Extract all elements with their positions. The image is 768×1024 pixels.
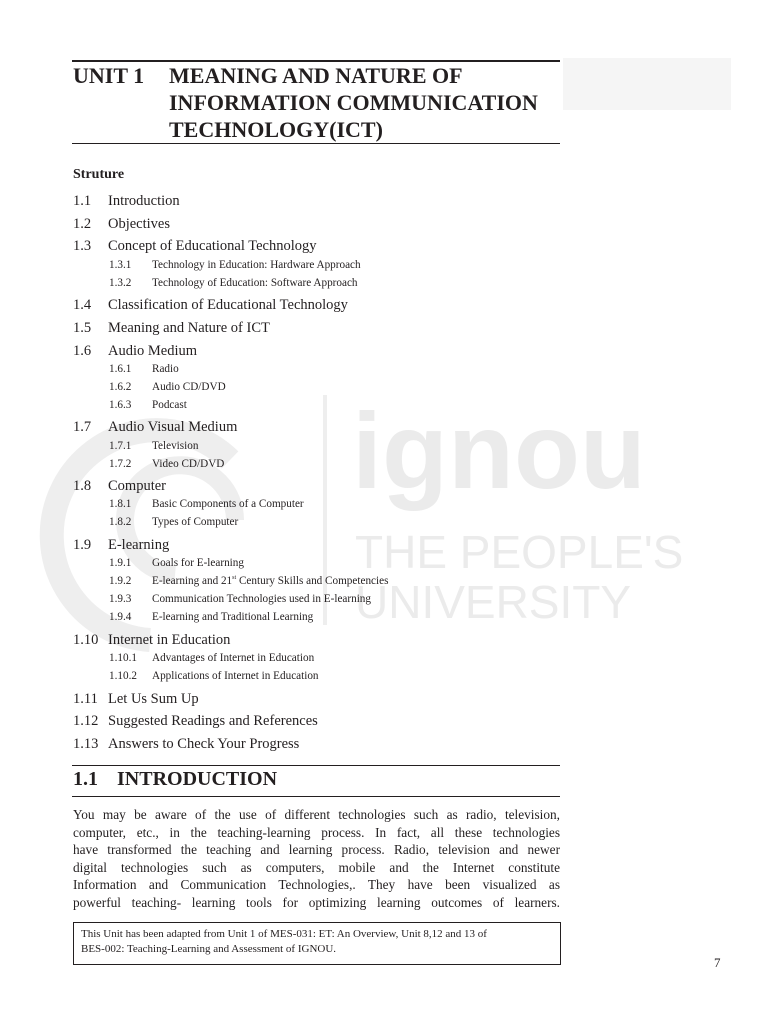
unit-title-line: TECHNOLOGY(ICT): [169, 117, 383, 142]
note-line: This Unit has been adapted from Unit 1 of MES-031: ET: An Overview, Unit 8,12 and 13 of: [81, 928, 487, 940]
watermark-line2: UNIVERSITY: [355, 576, 632, 628]
watermark-word: ignou: [352, 390, 646, 511]
toc-subitem: 1.3.2 Technology of Education: Software Approach: [109, 277, 358, 289]
toc-subitem: 1.6.2 Audio CD/DVD: [109, 381, 226, 393]
unit-title-line: MEANING AND NATURE OF: [169, 63, 463, 88]
toc-item: 1.4 Classification of Educational Technology: [73, 297, 348, 313]
toc-subitem: 1.3.1 Technology in Education: Hardware Approach: [109, 259, 361, 271]
structure-heading: Struture: [73, 167, 125, 182]
title-bottom-rule: [72, 143, 560, 144]
corner-shade: [563, 58, 731, 110]
toc-item: 1.11 Let Us Sum Up: [73, 691, 199, 707]
toc-subitem: 1.10.1 Advantages of Internet in Education: [109, 652, 315, 664]
watermark-line1: THE PEOPLE'S: [355, 526, 684, 578]
unit-label: UNIT 1: [73, 63, 145, 88]
paragraph-line: have transformed the teaching and learning process. Radio, television and newer: [73, 842, 560, 858]
page-number: 7: [714, 955, 721, 970]
toc-item: 1.3 Concept of Educational Technology: [73, 238, 317, 254]
toc-subitem: 1.9.1 Goals for E-learning: [109, 557, 244, 569]
paragraph-line: Information and Communication Technologies,. They have been visualized as: [73, 877, 560, 893]
toc-subitem: 1.9.2 E-learning and 21st Century Skills and Competencies: [109, 575, 389, 587]
toc-item: 1.2 Objectives: [73, 216, 171, 232]
toc-item: 1.7 Audio Visual Medium: [73, 419, 238, 435]
toc-subitem: 1.6.3 Podcast: [109, 399, 187, 411]
unit-title-line: INFORMATION COMMUNICATION: [169, 90, 538, 115]
toc-item: 1.10 Internet in Education: [73, 632, 231, 648]
toc-subitem: 1.7.2 Video CD/DVD: [109, 458, 225, 470]
paragraph-line: computer, etc., in the teaching-learning process. In fact, all these technologies: [73, 824, 560, 840]
toc-subitem: 1.9.3 Communication Technologies used in E-learning: [109, 593, 371, 605]
toc-subitem: 1.8.2 Types of Computer: [109, 516, 239, 528]
paragraph-line: digital technologies such as computers, mobile and the Internet constitute: [73, 859, 560, 875]
introduction-paragraph: [73, 806, 560, 912]
toc-item: 1.5 Meaning and Nature of ICT: [73, 320, 270, 336]
toc-item: 1.13 Answers to Check Your Progress: [73, 736, 300, 752]
toc-item: 1.8 Computer: [73, 478, 166, 494]
section-heading: 1.1 INTRODUCTION: [73, 768, 278, 790]
toc-subitem: 1.6.1 Radio: [109, 363, 179, 375]
toc-item: 1.9 E-learning: [73, 537, 170, 553]
unit-title: [169, 62, 569, 143]
section-top-rule: [72, 765, 560, 766]
section-bottom-rule: [72, 796, 560, 797]
toc-item: 1.12 Suggested Readings and References: [73, 713, 318, 729]
toc-item: 1.6 Audio Medium: [73, 343, 198, 359]
paragraph-line: powerful teaching- learning tools for optimizing learning outcomes of learners.: [73, 894, 560, 910]
adaptation-note: [73, 922, 561, 965]
toc-item: 1.1 Introduction: [73, 193, 180, 209]
toc-subitem: 1.8.1 Basic Components of a Computer: [109, 498, 304, 510]
note-line: BES-002: Teaching-Learning and Assessment of IGNOU.: [81, 943, 337, 955]
toc-subitem: 1.10.2 Applications of Internet in Education: [109, 670, 319, 682]
toc-subitem: 1.7.1 Television: [109, 440, 199, 452]
paragraph-line: You may be aware of the use of different technologies such as radio, television,: [73, 807, 560, 822]
toc-subitem: 1.9.4 E-learning and Traditional Learning: [109, 611, 314, 623]
